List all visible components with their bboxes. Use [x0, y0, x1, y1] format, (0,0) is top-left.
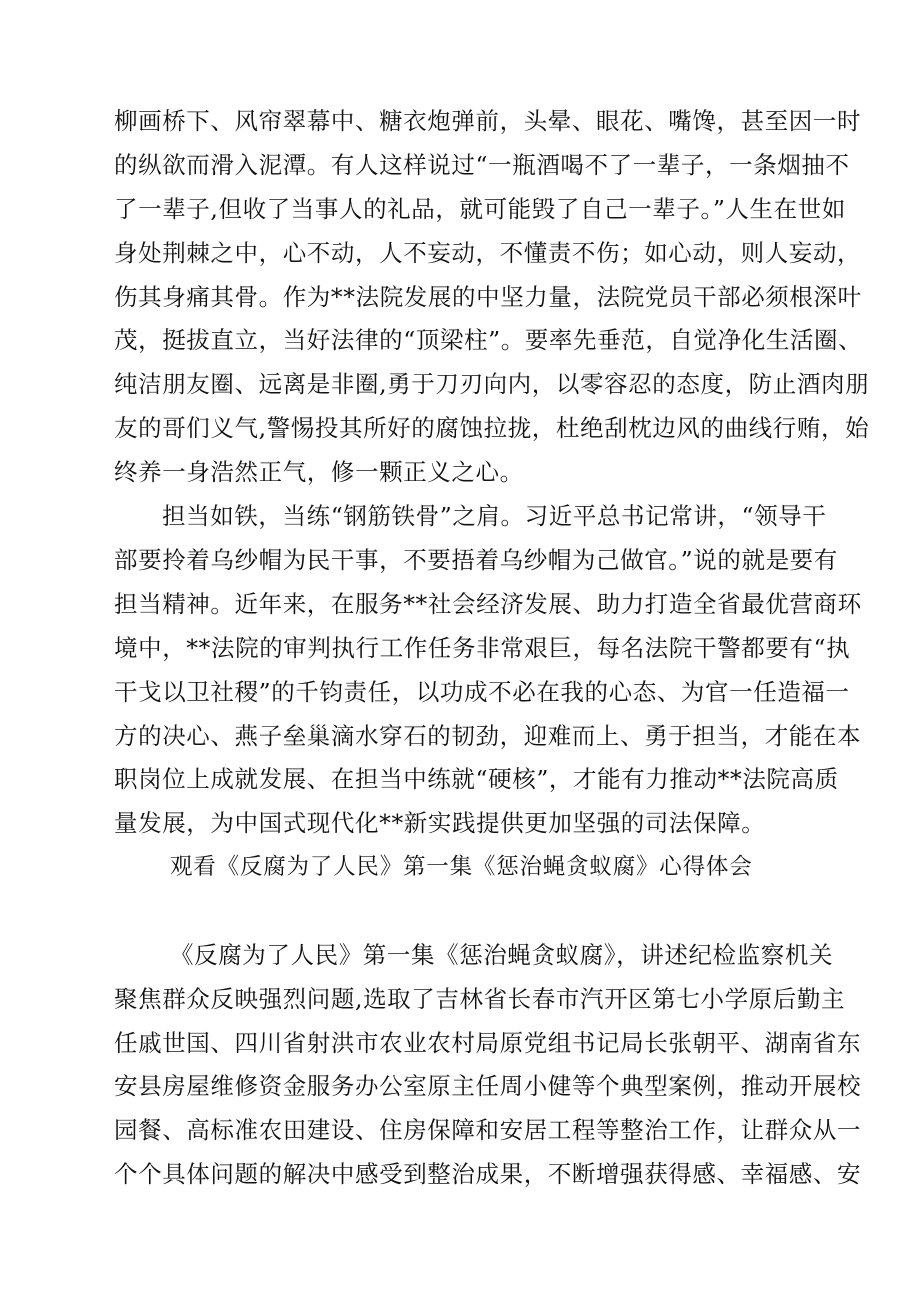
text-line: 安县房屋维修资金服务办公室原主任周小健等个典型案例，推动开展校 [114, 1072, 862, 1100]
text-line: 个个具体问题的解决中感受到整治成果，不断增强获得感、幸福感、安 [114, 1160, 862, 1188]
text-line: 《反腐为了人民》第一集《惩治蝇贪蚁腐》，讲述纪检监察机关 [170, 941, 834, 969]
text-line: 纯洁朋友圈、远离是非圈,勇于刀刃向内，以零容忍的态度，防止酒肉朋 [114, 370, 870, 398]
text-line: 担当如铁，当练“钢筋铁骨”之肩。习近平总书记常讲，“领导干 [162, 502, 827, 530]
text-line: 担当精神。近年来，在服务**社会经济发展、助力打造全省最优营商环 [114, 590, 862, 618]
text-line: 干戈以卫社稷”的千钧责任，以功成不必在我的心态、为官一任造福一 [114, 678, 850, 706]
article-title: 观看《反腐为了人民》第一集《惩治蝇贪蚁腐》心得体会 [170, 854, 753, 880]
text-line: 境中，**法院的审判执行工作任务非常艰巨，每名法院干警都要有“执 [114, 634, 851, 662]
text-line: 部要拎着乌纱帽为民干事，不要捂着乌纱帽为己做官。”说的就是要有 [114, 546, 838, 574]
text-line: 方的决心、燕子垒巢滴水穿石的韧劲，迎难而上、勇于担当，才能在本 [114, 722, 862, 750]
text-line: 身处荆棘之中，心不动，人不妄动，不懂责不伤；如心动，则人妄动， [114, 239, 862, 267]
text-line: 了一辈子,但收了当事人的礼品，就可能毁了自己一辈子。”人生在世如 [114, 195, 846, 223]
text-line: 职岗位上成就发展、在担当中练就“硬核”，才能有力推动**法院高质 [114, 765, 839, 793]
text-line: 终养一身浩然正气，修一颗正义之心。 [114, 458, 524, 486]
text-line: 的纵欲而滑入泥潭。有人这样说过“一瓶酒喝不了一辈子，一条烟抽不 [114, 151, 850, 179]
text-line: 任戚世国、四川省射洪市农业农村局原党组书记局长张朝平、湖南省东 [114, 1029, 862, 1057]
text-line: 伤其身痛其骨。作为**法院发展的中坚力量，法院党员干部必须根深叶 [114, 283, 862, 311]
text-line: 量发展，为中国式现代化**新实践提供更加坚强的司法保障。 [114, 809, 766, 837]
text-line: 茂，挺拔直立，当好法律的“顶梁柱”。要率先垂范，自觉净化生活圈、 [114, 326, 863, 354]
text-line: 友的哥们义气,警惕投其所好的腐蚀拉拢，杜绝刮枕边风的曲线行贿，始 [114, 414, 870, 442]
text-line: 聚焦群众反映强烈问题,选取了吉林省长春市汽开区第七小学原后勤主 [114, 985, 846, 1013]
text-line: 园餐、高标准农田建设、住房保障和安居工程等整治工作，让群众从一 [114, 1116, 862, 1144]
text-line: 柳画桥下、风帘翠幕中、糖衣炮弹前，头晕、眼花、嘴馋，甚至因一时 [114, 107, 862, 135]
